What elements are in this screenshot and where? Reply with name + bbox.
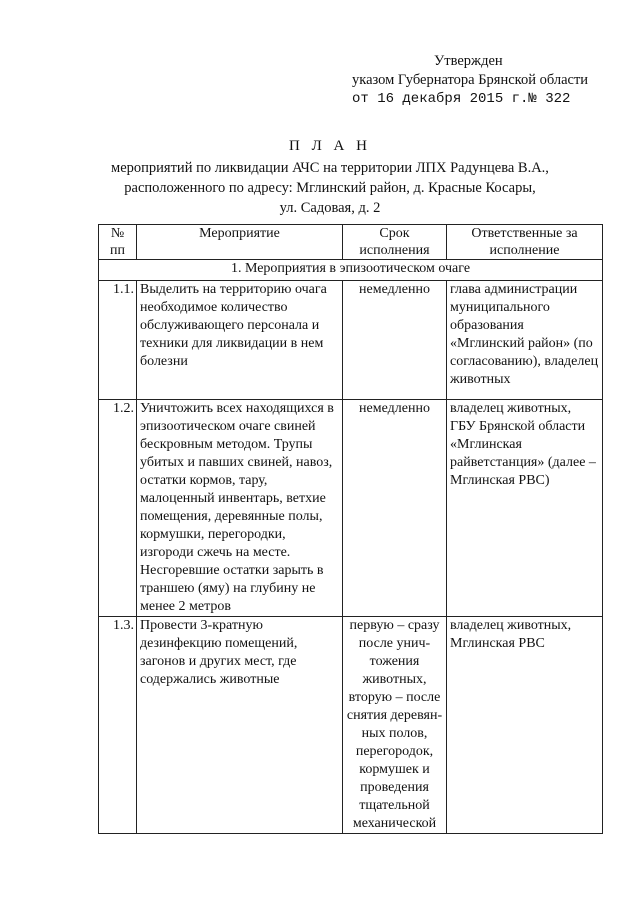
subtitle-line-2: расположенного по адресу: Мглинский район, д. Красные Косары, bbox=[124, 180, 536, 196]
header-activity: Мероприятие bbox=[137, 225, 343, 260]
row-num: 1.1. bbox=[99, 281, 137, 400]
header-deadline: Срок исполнения bbox=[343, 225, 447, 260]
approval-block bbox=[352, 52, 622, 109]
row-responsible: глава администрации муниципального образования «Мглинский район» (по согласованию), владелец животных bbox=[447, 281, 603, 400]
approval-line-1: Утвержден bbox=[434, 53, 503, 69]
table-header-row bbox=[99, 225, 603, 260]
row-deadline: первую – сразу после унич-тожения животных, вторую – после снятия деревян-ных полов, перегородок, кормушек и проведения тщательной механической bbox=[343, 617, 447, 834]
row-num: 1.2. bbox=[99, 400, 137, 617]
table-row bbox=[99, 281, 603, 400]
row-num: 1.3. bbox=[99, 617, 137, 834]
header-responsible: Ответственные за исполнение bbox=[447, 225, 603, 260]
row-activity: Провести 3-кратную дезинфекцию помещений, загонов и других мест, где содержались животные bbox=[137, 617, 343, 834]
section-title: 1. Мероприятия в эпизоотическом очаге bbox=[99, 260, 603, 281]
plan-title: П Л А Н bbox=[289, 138, 371, 154]
approval-line-3: от 16 декабря 2015 г.№ 322 bbox=[352, 91, 571, 107]
row-deadline: немедленно bbox=[343, 400, 447, 617]
table-row bbox=[99, 617, 603, 834]
row-deadline: немедленно bbox=[343, 281, 447, 400]
plan-table bbox=[98, 224, 603, 834]
row-responsible: владелец животных, ГБУ Брянской области «Мглинская райветстанция» (далее – Мглинская РВС) bbox=[447, 400, 603, 617]
row-activity: Уничтожить всех находящихся в эпизоотическом очаге свиней бескровным методом. Трупы убитых и павших свиней, навоз, остатки кормов, тару, малоценный инвентарь, ветхие помещения, деревянные полы, кормушки, перегородки, изгороди сжечь на месте. Несгоревшие остатки зарыть в траншею (яму) на глубину не менее 2 метров bbox=[137, 400, 343, 617]
section-row bbox=[99, 260, 603, 281]
table-row bbox=[99, 400, 603, 617]
row-activity: Выделить на территорию очага необходимое количество обслуживающего персонала и техники для ликвидации в нем болезни bbox=[137, 281, 343, 400]
header-num: № пп bbox=[99, 225, 137, 260]
subtitle-line-3: ул. Садовая, д. 2 bbox=[279, 200, 381, 216]
plan-subtitle bbox=[0, 158, 640, 218]
row-responsible: владелец животных, Мглинская РВС bbox=[447, 617, 603, 834]
approval-line-2: указом Губернатора Брянской области bbox=[352, 72, 589, 88]
subtitle-line-1: мероприятий по ликвидации АЧС на территории ЛПХ Радунцева В.А., bbox=[111, 160, 549, 176]
